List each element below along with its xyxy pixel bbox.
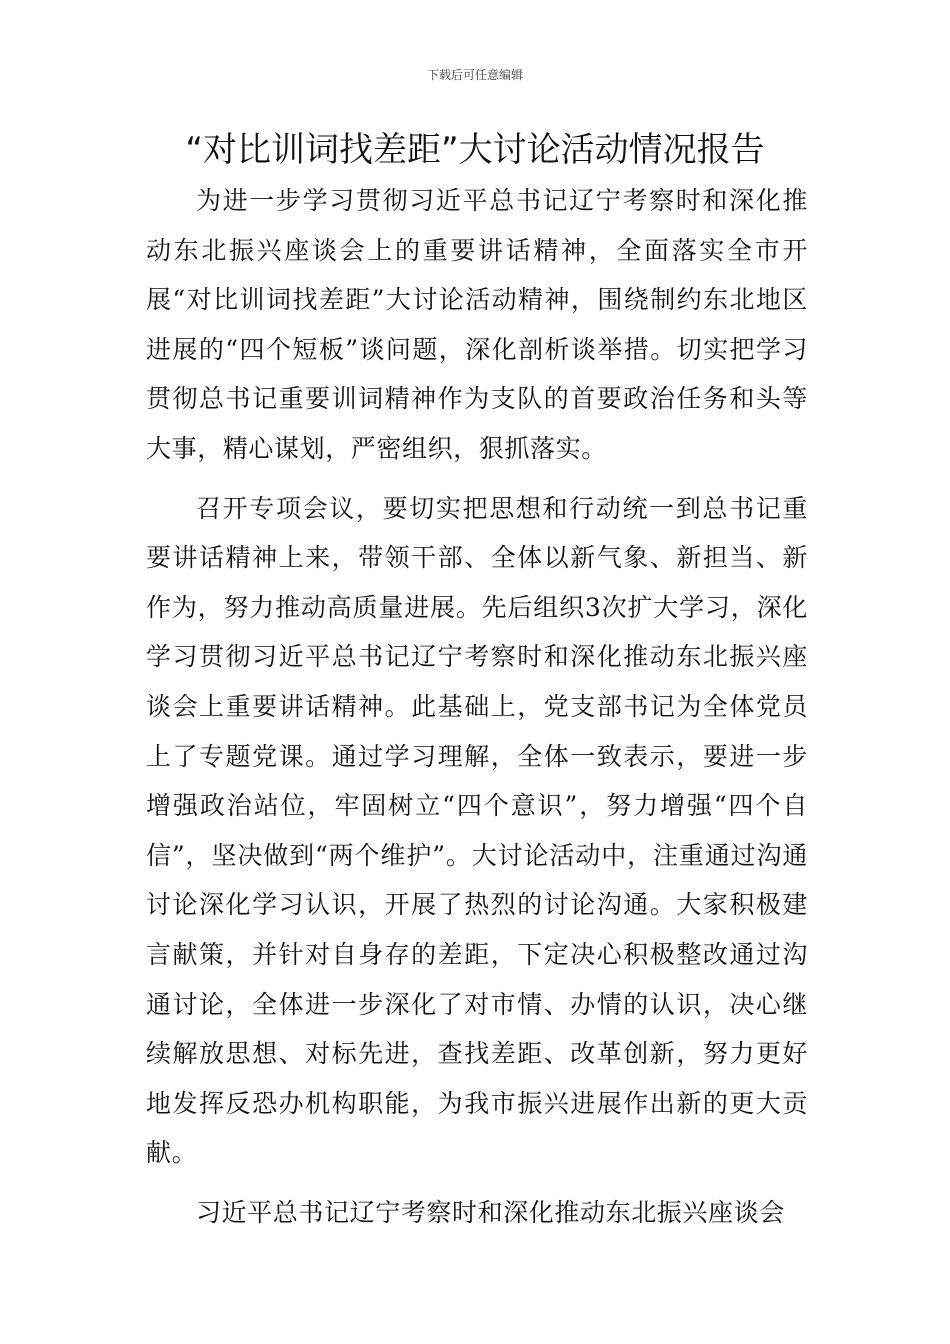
paragraph-3: 习近平总书记辽宁考察时和深化推动东北振兴座谈会 [196, 1197, 785, 1227]
document-body [146, 176, 808, 1237]
document-title: “对比训词找差距”大讨论活动情况报告 [185, 130, 765, 170]
download-note: 下载后可任意编辑 [426, 68, 523, 82]
paragraph-1: 为进一步学习贯彻习近平总书记辽宁考察时和深化推动东北振兴座谈会上的重要讲话精神，全面落实全市开展“对比训词找差距”大讨论活动精神，围绕制约东北地区进展的“四个短板”谈问题，深化剖析谈举措。切实把学习贯彻总书记重要训词精神作为支队的首要政治任务和头等大事，精心谋划，严密组织，狠抓落实。 [146, 186, 808, 463]
paragraph-2: 召开专项会议，要切实把思想和行动统一到总书记重要讲话精神上来，带领干部、全体以新气象、新担当、新作为，努力推动高质量进展。先后组织3次扩大学习，深化学习贯彻习近平总书记辽宁考察时和深化推动东北振兴座谈会上重要讲话精神。此基础上，党支部书记为全体党员上了专题党课。通过学习理解，全体一致表示，要进一步增强政治站位，牢固树立“四个意识”，努力增强“四个自信”，坚决做到“两个维护”。大讨论活动中，注重通过沟通讨论深化学习认识，开展了热烈的讨论沟通。大家积极建言献策，并针对自身存的差距，下定决心积极整改通过沟通讨论，全体进一步深化了对市情、办情的认识，决心继续解放思想、对标先进，查找差距、改革创新，努力更好地发挥反恐办机构职能，为我市振兴进展作出新的更大贡献。 [146, 493, 808, 1168]
